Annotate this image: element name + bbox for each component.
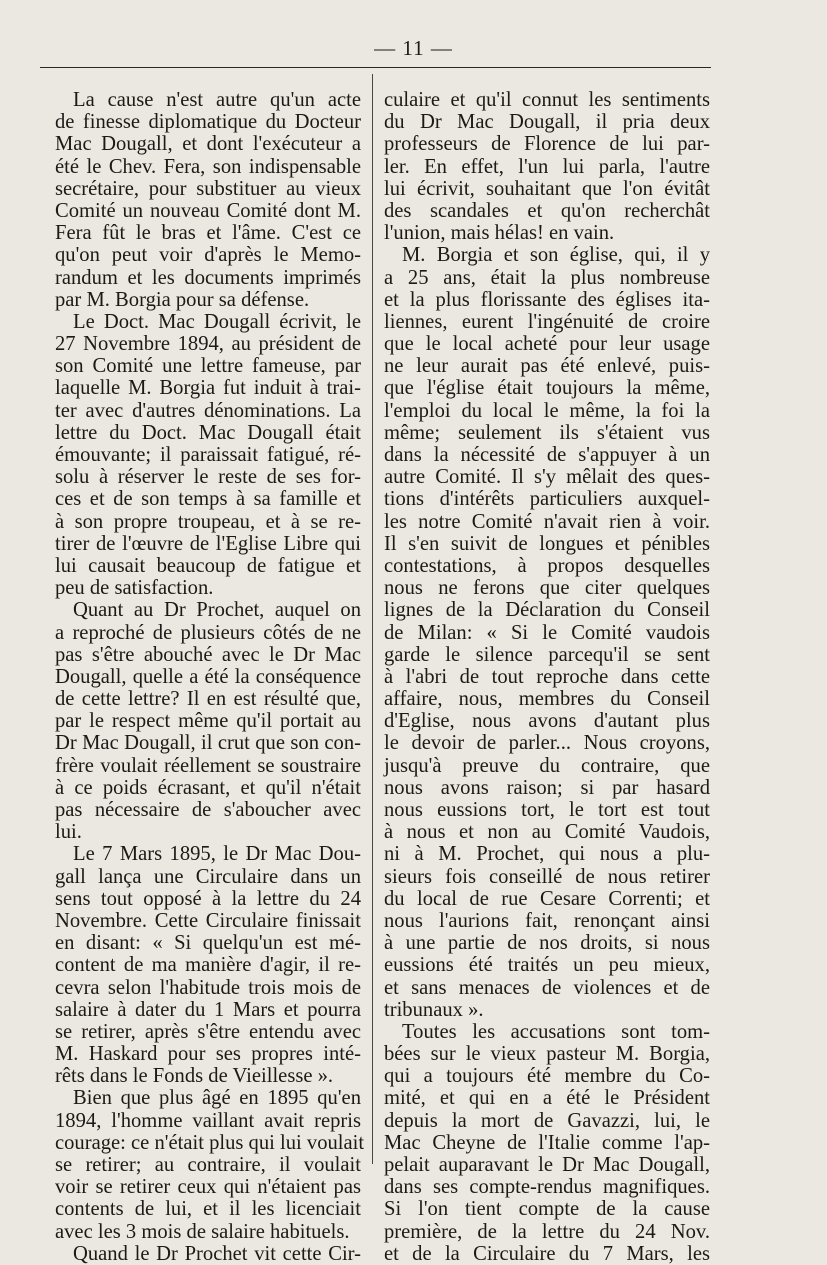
text-line: dans ses compte-rendus magnifiques. xyxy=(384,1176,710,1199)
text-line: affaire, nous, membres du Conseil xyxy=(384,688,710,711)
text-line: se retirer, après s'être entendu avec xyxy=(55,1020,361,1043)
text-line: randum et les documents imprimés xyxy=(55,266,361,289)
text-line: avec les 3 mois de salaire habituels. xyxy=(55,1220,350,1243)
text-line: depuis la mort de Gavazzi, lui, le xyxy=(384,1109,710,1132)
text-line: Comité un nouveau Comité dont M. xyxy=(55,199,361,222)
text-line: des scandales et qu'on recherchât xyxy=(384,199,710,222)
text-line: de Milan: « Si le Comité vaudois xyxy=(384,621,710,644)
text-line: 1894, l'homme vaillant avait repris xyxy=(55,1109,361,1132)
text-line: rêts dans le Fonds de Vieillesse ». xyxy=(55,1065,334,1088)
header-rule xyxy=(40,67,711,68)
text-line: nous eussions tort, le tort est tout xyxy=(384,799,710,821)
text-line: de cette lettre? Il en est résulté que, xyxy=(55,688,361,711)
text-line: liennes, eurent l'ingénuité de croire xyxy=(384,310,710,333)
text-line: ter avec d'autres dénominations. La xyxy=(55,399,361,422)
text-line: qui a toujours été membre du Co- xyxy=(384,1065,710,1088)
text-line: Quand le Dr Prochet vit cette Cir- xyxy=(73,1242,361,1265)
text-line: ces et de son temps à sa famille et xyxy=(55,488,361,511)
text-line: Novembre. Cette Circulaire finissait xyxy=(55,909,361,932)
text-line: d'Eglise, nous avons d'autant plus xyxy=(384,710,710,733)
text-line: nous avons raison; si par hasard xyxy=(384,776,710,799)
text-line: à ce poids écrasant, et qu'il n'était xyxy=(55,776,361,799)
text-line: lignes de la Déclaration du Conseil xyxy=(384,599,710,622)
text-line: à nous et non au Comité Vaudois, xyxy=(384,821,710,844)
text-line: Mac Cheyne de l'Italie comme l'ap- xyxy=(384,1131,710,1154)
text-line: lui écrivit, souhaitant que l'on évitât xyxy=(384,177,710,200)
text-line: pas nécessaire de s'aboucher avec xyxy=(55,799,361,821)
text-line: a reproché de plusieurs côtés de ne xyxy=(55,621,361,644)
text-line: professeurs de Florence de lui par- xyxy=(384,133,710,156)
text-line: du local de rue Cesare Correnti; et xyxy=(384,887,710,910)
text-line: Le 7 Mars 1895, le Dr Mac Dou- xyxy=(73,843,361,866)
text-line: lui. xyxy=(55,821,82,844)
text-line: lui causait beaucoup de fatigue et xyxy=(55,554,361,577)
text-line: La cause n'est autre qu'un acte xyxy=(73,89,361,111)
text-line: contestations, à propos desquelles xyxy=(384,554,710,577)
text-line: mité, et qui en a été le Président xyxy=(384,1087,710,1110)
text-line: Si l'on tient compte de la cause xyxy=(384,1198,710,1221)
text-line: Dougall, quelle a été la conséquence xyxy=(55,665,361,688)
text-line: pelait auparavant le Dr Mac Dougall, xyxy=(384,1154,710,1176)
text-line: jusqu'à preuve du contraire, que xyxy=(384,754,710,777)
text-line: que l'église était toujours la même, xyxy=(384,377,710,400)
column-divider xyxy=(372,74,373,1164)
text-line: Il s'en suivit de longues et pénibles xyxy=(384,532,710,555)
text-line: et la plus florissante des églises ita- xyxy=(384,288,710,311)
text-line: laquelle M. Borgia fut induit à trai- xyxy=(55,377,361,400)
text-line: qu'on peut voir d'après le Memo- xyxy=(55,244,361,267)
text-line: Quant au Dr Prochet, auquel on xyxy=(73,599,361,622)
text-line: nous l'aurions fait, renonçant ainsi xyxy=(384,909,710,932)
text-line: salaire à dater du 1 Mars et pourra xyxy=(55,998,361,1021)
text-line: lettre du Doct. Mac Dougall était xyxy=(55,421,361,444)
text-line: se retirer; au contraire, il voulait xyxy=(55,1154,361,1176)
text-line: à l'abri de tout reproche dans cette xyxy=(384,665,710,688)
text-line: dans la nécessité de s'appuyer à un xyxy=(384,444,710,466)
text-line: l'union, mais hélas! en vain. xyxy=(384,222,615,245)
text-line: Bien que plus âgé en 1895 qu'en xyxy=(73,1087,361,1110)
text-line: contents de lui, et il les licenciait xyxy=(55,1198,361,1221)
text-line: gall lança une Circulaire dans un xyxy=(55,865,361,888)
text-line: sens tout opposé à la lettre du 24 xyxy=(55,887,361,910)
text-line: par M. Borgia pour sa défense. xyxy=(55,288,310,311)
text-line: par le respect même qu'il portait au xyxy=(55,710,361,733)
text-line: première, de la lettre du 24 Nov. xyxy=(384,1220,710,1243)
text-line: nous ne ferons que citer quelques xyxy=(384,577,710,600)
text-line: le devoir de parler... Nous croyons, xyxy=(384,732,710,755)
page-number: — 11 — xyxy=(374,36,453,60)
text-line: sieurs fois conseillé de nous retirer xyxy=(384,865,710,888)
text-line: tions d'intérêts particuliers auxquel- xyxy=(384,488,710,511)
text-line: Dr Mac Dougall, il crut que son con- xyxy=(55,732,361,755)
text-line: et de la Circulaire du 7 Mars, les xyxy=(384,1242,710,1265)
right-column xyxy=(384,89,710,1265)
text-line: Fera fût le bras et l'âme. C'est ce xyxy=(55,222,361,245)
text-line: garde le silence parcequ'il se sent xyxy=(384,643,710,666)
text-line: M. Haskard pour ses propres inté- xyxy=(55,1043,361,1066)
text-line: secrétaire, pour substituer au vieux xyxy=(55,177,361,200)
text-line: frère voulait réellement se soustraire xyxy=(55,754,361,777)
text-line: tribunaux ». xyxy=(384,998,484,1021)
text-line: à son propre troupeau, et à se re- xyxy=(55,510,361,533)
text-line: Le Doct. Mac Dougall écrivit, le xyxy=(73,310,361,333)
text-line: à une partie de nos droits, si nous xyxy=(384,932,710,955)
text-line: a 25 ans, était la plus nombreuse xyxy=(384,266,710,289)
text-line: de finesse diplomatique du Docteur xyxy=(55,111,361,134)
left-column xyxy=(55,89,365,1265)
text-line: pas s'être abouché avec le Dr Mac xyxy=(55,643,361,666)
text-line: Toutes les accusations sont tom- xyxy=(402,1020,710,1043)
text-line: courage: ce n'était plus qui lui voulait xyxy=(55,1131,365,1154)
text-line: l'emploi du local le même, la foi la xyxy=(384,399,710,422)
text-line: que le local acheté pour leur usage xyxy=(384,333,710,356)
text-line: Mac Dougall, et dont l'exécuteur a xyxy=(55,133,361,156)
text-line: eussions été traités un peu mieux, xyxy=(384,954,710,977)
text-line: 27 Novembre 1894, au président de xyxy=(55,333,361,356)
text-line: bées sur le vieux pasteur M. Borgia, xyxy=(384,1043,710,1066)
text-line: les notre Comité n'avait rien à voir. xyxy=(384,510,710,533)
text-line: ni à M. Prochet, qui nous a plu- xyxy=(384,843,710,866)
text-line: ne leur aurait pas été enlevé, puis- xyxy=(384,355,710,378)
text-line: et sans menaces de violences et de xyxy=(384,976,710,999)
text-line: même; seulement ils s'étaient vus xyxy=(384,421,710,444)
text-line: solu à réserver le reste de ses for- xyxy=(55,466,361,489)
text-line: autre Comité. Il s'y mêlait des ques- xyxy=(384,466,710,489)
text-line: du Dr Mac Dougall, il pria deux xyxy=(384,111,710,134)
text-line: voir se retirer ceux qui n'étaient pas xyxy=(55,1176,361,1199)
text-line: content de ma manière d'agir, il re- xyxy=(55,954,361,977)
text-line: peu de satisfaction. xyxy=(55,577,214,600)
text-line: émouvante; il paraissait fatigué, ré- xyxy=(55,444,361,466)
text-line: son Comité une lettre fameuse, par xyxy=(55,355,361,378)
text-line: tirer de l'œuvre de l'Eglise Libre qui xyxy=(55,532,361,555)
text-line: cevra selon l'habitude trois mois de xyxy=(55,976,361,999)
text-line: été le Chev. Fera, son indispensable xyxy=(55,155,361,178)
text-line: M. Borgia et son église, qui, il y xyxy=(402,244,710,267)
text-line: en disant: « Si quelqu'un est mé- xyxy=(55,932,361,955)
text-line: culaire et qu'il connut les sentiments xyxy=(384,89,710,111)
text-line: ler. En effet, l'un lui parla, l'autre xyxy=(384,155,710,178)
